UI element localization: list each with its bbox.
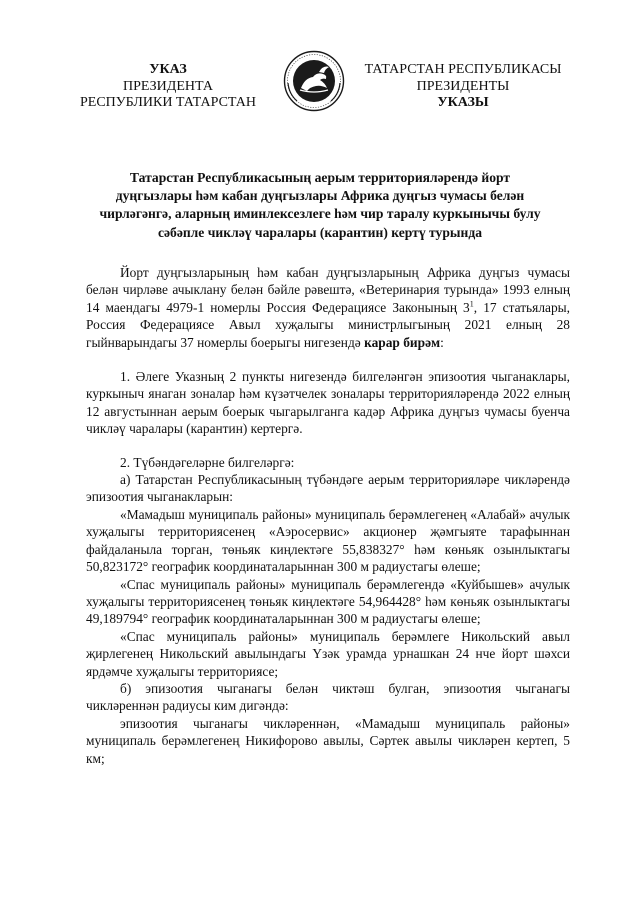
clause-2a-item-1: «Мамадыш муниципаль районы» муниципаль берәмлегенең «Алабай» ачулык хуҗалыгы территориясенең «Аэросервис» акционер җәмгыяте тарафыннан файдаланыла торган, төньяк киңлектәге 55,838327° һәм көньяк озынлыктагы 50,823172° географик координаталарыннан 300 м радиустагы өлеше; [86, 506, 570, 575]
header-left-line-1: УКАЗ [149, 62, 187, 77]
clause-2b: б) эпизоотия чыганагы белән чиктәш булган, эпизоотия чыганагы чикләреннән радиусы ким дигәндә: [86, 680, 570, 714]
header-right-line-3: УКАЗЫ [437, 95, 489, 110]
preamble-text-cont: , 17 статьялары, Россия Федерациясе Авыл хуҗалыгы министрлыгының 2021 елның 28 гыйнварындагы 37 номерлы боерыгы нигезендә [86, 299, 570, 350]
title-line-1: Татарстан Республикасының аерым территорияләрендә йорт [129, 170, 511, 185]
preamble-end: : [440, 334, 444, 350]
decision-phrase: карар бирәм [364, 334, 441, 350]
title-line-4: сәбәпле чикләү чаралары (карантин) кертү турында [157, 224, 483, 240]
clause-2a-item-3: «Спас муниципаль районы» муниципаль берәмлеге Никольский авыл җирлегенең Никольский авылындагы Үзәк урамда урнашкан 24 нче йорт шәхси ярдәмче хуҗалыгы территориясе; [86, 628, 570, 679]
law-article-superscript: 1 [469, 299, 474, 309]
clause-2a: а) Татарстан Республикасының түбәндәге аерым территорияләре чикләрендә эпизоотия чыганакларын: [86, 472, 570, 505]
clause-1: 1. Әлеге Указның 2 пункты нигезендә билгеләнгән эпизоотия чыганаклары, куркыныч янаган зоналар һәм күзәтчелек зоналары территорияләрендә 2022 елның 12 августыннан аерым боерык чыгарылганга кадәр Африка дуңгыз чумасы буенча чикләү чаралары (карантин) кертергә. [86, 369, 570, 437]
header-russian [68, 62, 268, 112]
clause-2a-item-2: «Спас муниципаль районы» муниципаль берәмлегендә «Куйбышев» ачулык хуҗалыгы территориясенең төньяк киңлектәге 54,964428° һәм көньяк озынлыктагы 49,189794° географик координаталарыннан 300 м радиустагы өлеше; [86, 576, 570, 627]
title-line-2: дуңгызлары һәм кабан дуңгызлары Африка дуңгыз чумасы белән [115, 188, 525, 204]
decree-body [86, 264, 570, 767]
title-line-3: чирләгәнгә, аларның иминлексезлеге һәм чир таралу куркынычы булу [99, 206, 541, 222]
clause-2b-item-1: эпизоотия чыганагы чикләреннән, «Мамадыш муниципаль районы» муниципаль берәмлегенең Никифорово авылы, Сәртек авылы чикләрен кертеп, 5 км; [86, 715, 570, 766]
header-left-line-2: ПРЕЗИДЕНТА [123, 78, 213, 94]
clause-2: 2. Түбәндәгеләрне билгеләргә: [120, 454, 295, 470]
coat-of-arms-icon [283, 50, 345, 112]
header-tatar [358, 62, 568, 112]
header-right-line-1: ТАТАРСТАН РЕСПУБЛИКАСЫ [364, 62, 562, 77]
preamble-text: Йорт дуңгызларының һәм кабан дуңгызларының Африка дуңгыз чумасы белән чирләве ачыклану белән бәйле рәвештә, «Ветеринария турында» 1993 елның 14 маендагы 4979-1 номерлы Россия Федерациясе Законының 3 [86, 265, 570, 315]
preamble-paragraph [86, 264, 570, 351]
header-left-line-3: РЕСПУБЛИКИ ТАТАРСТАН [79, 95, 256, 110]
header-right-line-2: ПРЕЗИДЕНТЫ [416, 78, 510, 94]
decree-title [86, 169, 554, 242]
